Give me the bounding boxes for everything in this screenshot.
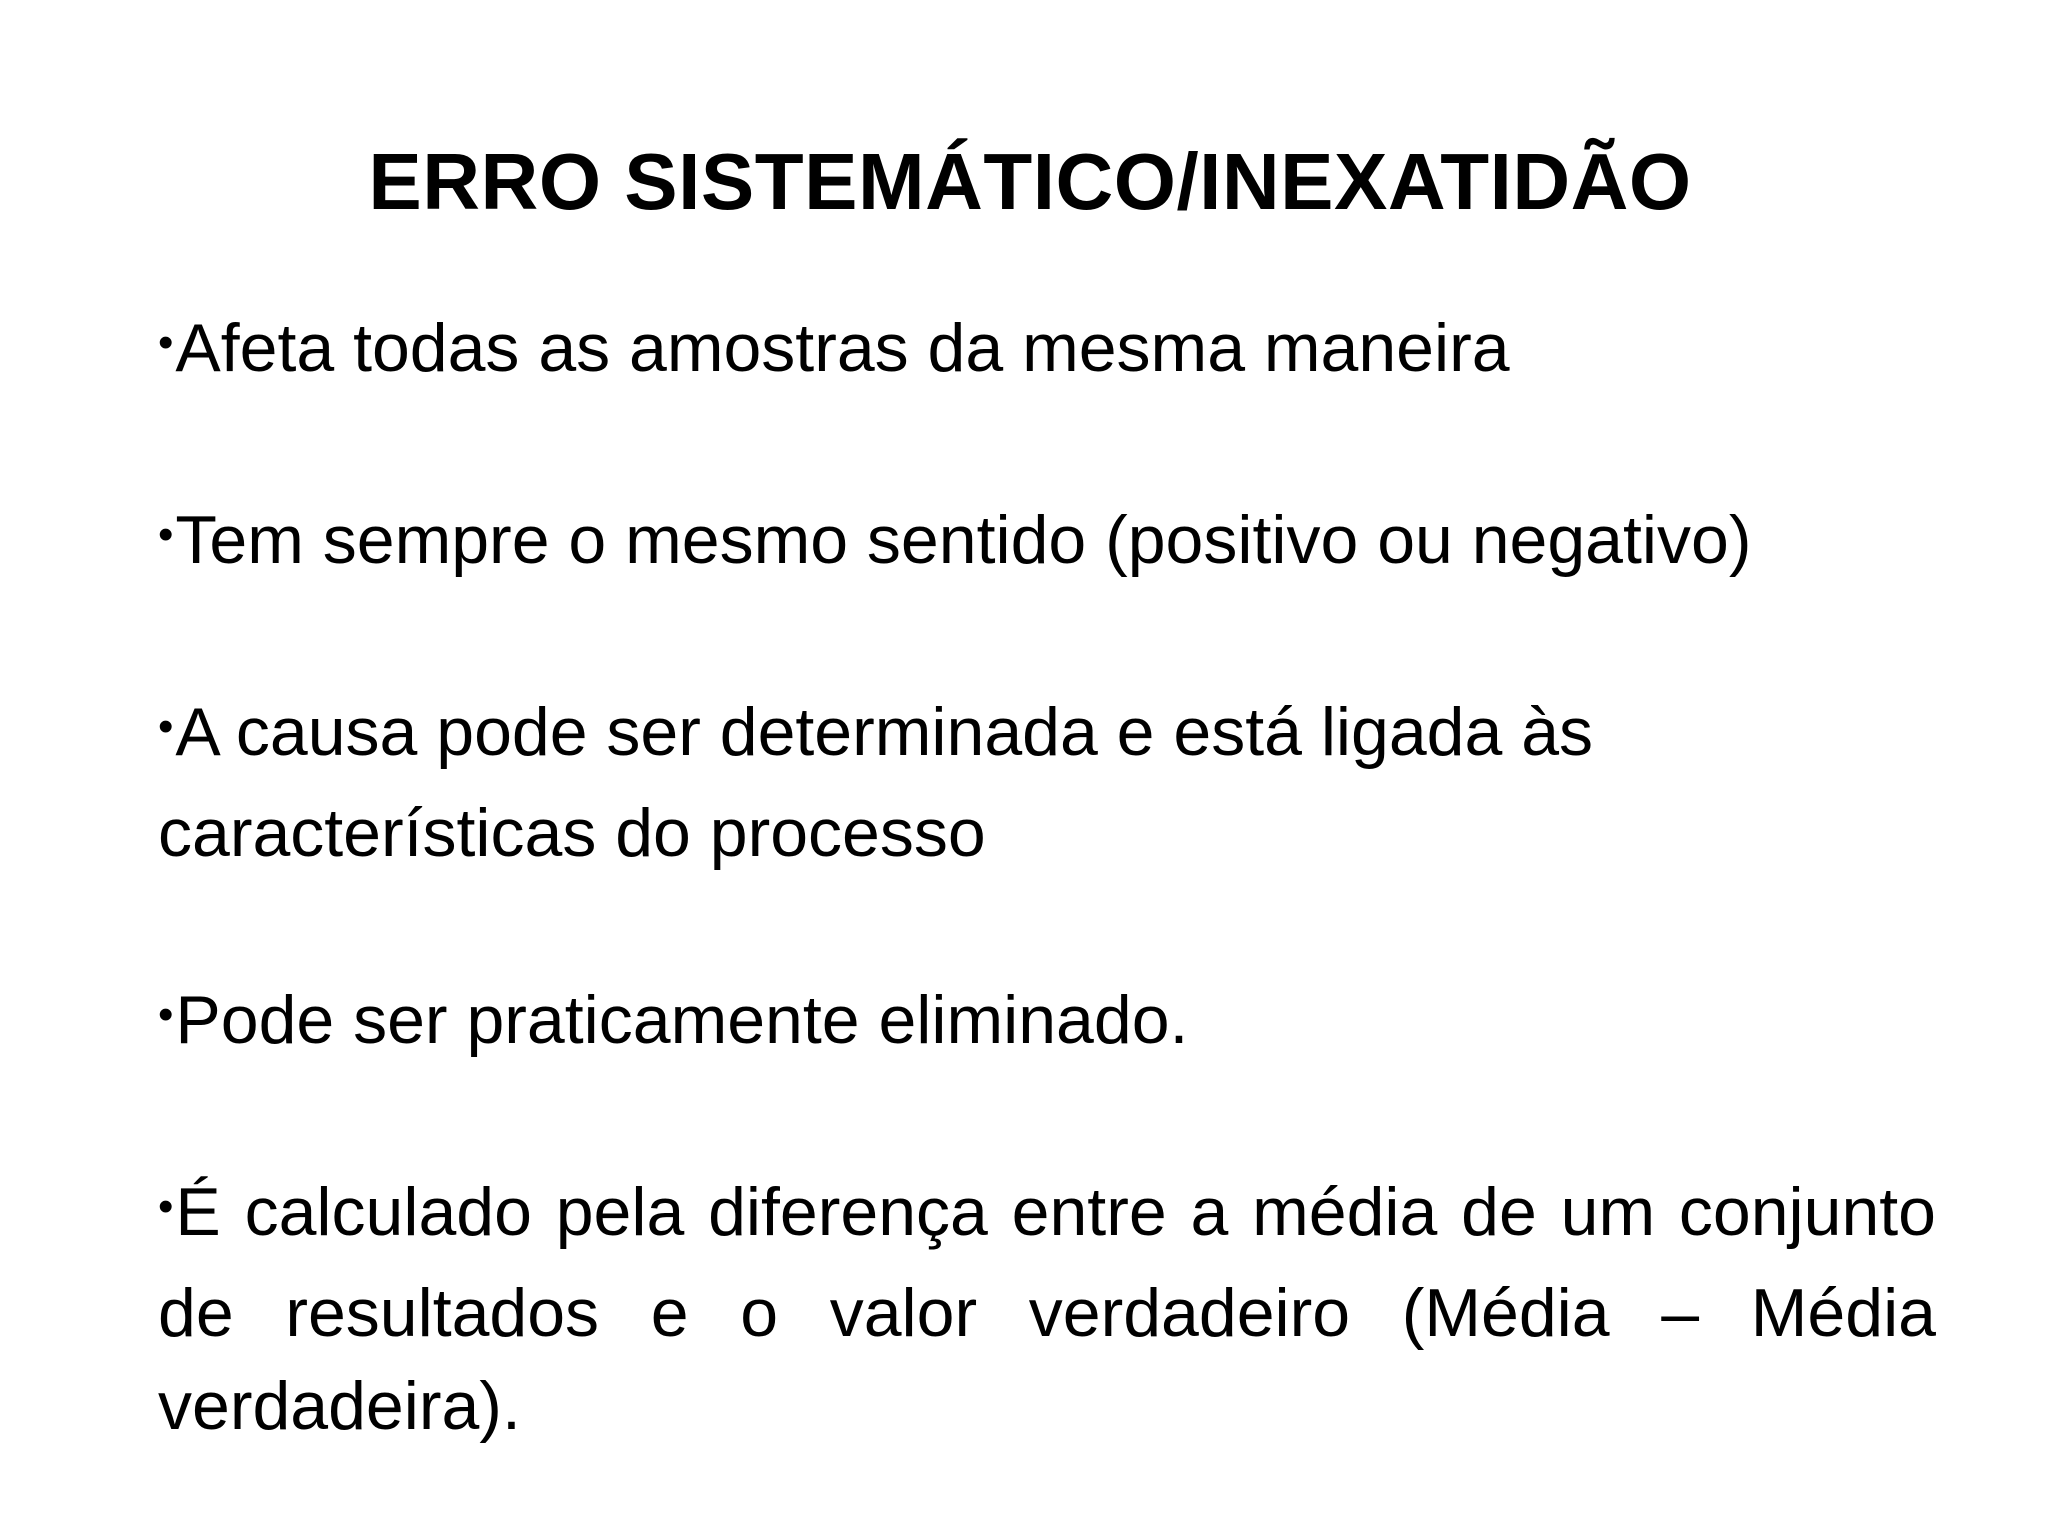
bullet-icon: • [158, 510, 174, 559]
bullet-icon: • [158, 318, 174, 367]
bullet-item [158, 686, 1936, 880]
bullet-icon: • [158, 1182, 174, 1231]
bullet-text: Afeta todas as amostras da mesma maneira [175, 310, 1510, 386]
bullet-item [158, 302, 1936, 403]
bullet-icon: • [158, 990, 174, 1039]
bullet-text: Tem sempre o mesmo sentido (positivo ou negativo) [175, 502, 1752, 578]
slide-title: ERRO SISTEMÁTICO/INEXATIDÃO [368, 137, 1692, 226]
bullet-text: Pode ser praticamente eliminado. [175, 982, 1189, 1058]
bullet-item [158, 1166, 1936, 1453]
bullet-icon: • [158, 702, 174, 751]
bullet-text: A causa pode ser determinada e está ligada às características do processo [158, 694, 1594, 871]
bullet-item [158, 494, 1936, 595]
bullet-item [158, 974, 1936, 1075]
bullet-text: É calculado pela diferença entre a média de um conjunto de resultados e o valor verdadeiro (Média – Média verdadeira). [158, 1174, 1936, 1444]
